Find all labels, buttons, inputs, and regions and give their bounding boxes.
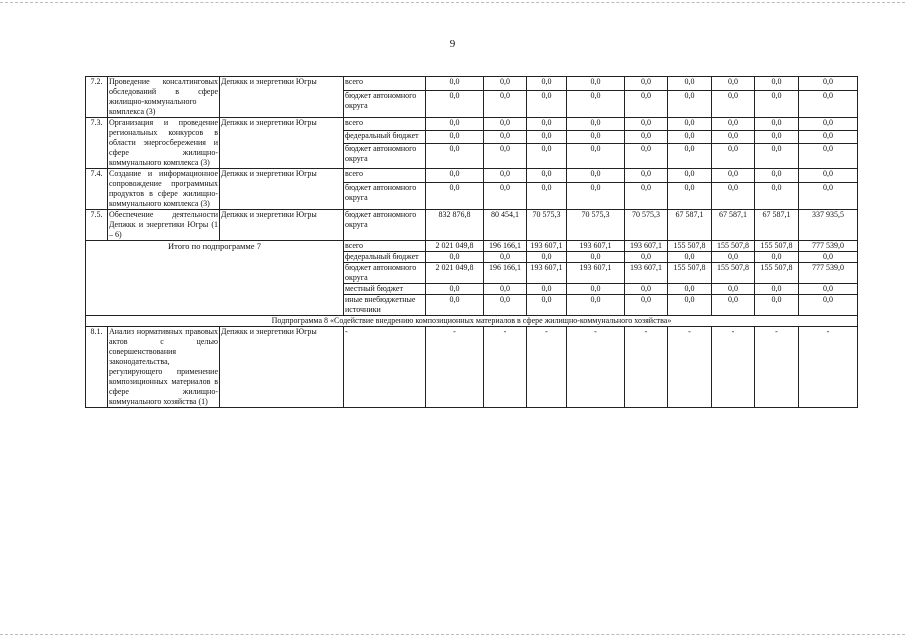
value-cell: 0,0 (567, 169, 625, 183)
value-cell: - (527, 327, 567, 408)
value-cell: 0,0 (567, 295, 625, 316)
value-cell: 0,0 (712, 131, 755, 144)
value-cell: 0,0 (755, 131, 799, 144)
responsible-party: Депжкк и энергетики Югры (220, 327, 344, 408)
value-cell: 0,0 (426, 169, 484, 183)
value-cell: 155 507,8 (755, 241, 799, 252)
value-cell: - (799, 327, 858, 408)
value-cell: 0,0 (755, 169, 799, 183)
value-cell: 155 507,8 (712, 263, 755, 284)
funding-source: всего (344, 169, 426, 183)
value-cell: 70 575,3 (567, 210, 625, 241)
value-cell: 0,0 (625, 183, 668, 210)
funding-source: - (344, 327, 426, 408)
value-cell: 196 166,1 (484, 263, 527, 284)
value-cell: 2 021 049,8 (426, 241, 484, 252)
funding-source: всего (344, 77, 426, 91)
value-cell: 0,0 (668, 252, 712, 263)
value-cell: - (426, 327, 484, 408)
row-number: 7.3. (86, 118, 108, 169)
value-cell: 0,0 (484, 91, 527, 118)
value-cell: 0,0 (625, 118, 668, 131)
value-cell: 0,0 (527, 91, 567, 118)
value-cell: 80 454,1 (484, 210, 527, 241)
total-row (86, 241, 858, 252)
value-cell: 0,0 (755, 252, 799, 263)
subprogram-header-row (86, 316, 858, 327)
value-cell: 193 607,1 (625, 241, 668, 252)
value-cell: 0,0 (426, 183, 484, 210)
value-cell: 0,0 (567, 252, 625, 263)
value-cell: 0,0 (712, 144, 755, 169)
value-cell: 0,0 (426, 284, 484, 295)
value-cell: 155 507,8 (712, 241, 755, 252)
value-cell: 0,0 (527, 77, 567, 91)
funding-source: всего (344, 118, 426, 131)
table-row (86, 210, 858, 241)
value-cell: 0,0 (799, 144, 858, 169)
budget-table (85, 76, 858, 408)
value-cell: 2 021 049,8 (426, 263, 484, 284)
value-cell: 0,0 (484, 252, 527, 263)
value-cell: - (625, 327, 668, 408)
value-cell: 193 607,1 (625, 263, 668, 284)
value-cell: 67 587,1 (712, 210, 755, 241)
funding-source: бюджет автономного округа (344, 183, 426, 210)
value-cell: - (712, 327, 755, 408)
value-cell: 193 607,1 (527, 263, 567, 284)
value-cell: 155 507,8 (668, 241, 712, 252)
value-cell: 67 587,1 (755, 210, 799, 241)
value-cell: 0,0 (426, 252, 484, 263)
row-number: 8.1. (86, 327, 108, 408)
responsible-party: Депжкк и энергетики Югры (220, 77, 344, 118)
value-cell: 0,0 (426, 118, 484, 131)
scan-edge-top (0, 2, 905, 4)
value-cell: 0,0 (668, 169, 712, 183)
value-cell: 193 607,1 (567, 241, 625, 252)
value-cell: 193 607,1 (567, 263, 625, 284)
value-cell: 0,0 (527, 144, 567, 169)
value-cell: 0,0 (527, 252, 567, 263)
table-body (86, 77, 858, 408)
value-cell: 155 507,8 (668, 263, 712, 284)
table-row (86, 118, 858, 131)
value-cell: 0,0 (668, 77, 712, 91)
responsible-party: Депжкк и энергетики Югры (220, 169, 344, 210)
value-cell: 0,0 (527, 295, 567, 316)
value-cell: 0,0 (799, 118, 858, 131)
value-cell: 0,0 (426, 77, 484, 91)
value-cell: 0,0 (484, 144, 527, 169)
value-cell: 0,0 (799, 91, 858, 118)
funding-source: федеральный бюджет (344, 131, 426, 144)
value-cell: 0,0 (625, 284, 668, 295)
funding-source: всего (344, 241, 426, 252)
value-cell: 0,0 (755, 144, 799, 169)
scan-edge-bottom (0, 634, 905, 636)
value-cell: 832 876,8 (426, 210, 484, 241)
value-cell: 0,0 (712, 284, 755, 295)
value-cell: 0,0 (712, 91, 755, 118)
value-cell: 0,0 (755, 284, 799, 295)
value-cell: 0,0 (755, 91, 799, 118)
value-cell: 337 935,5 (799, 210, 858, 241)
funding-source: бюджет автономного округа (344, 144, 426, 169)
subprogram-total-label: Итого по подпрограмме 7 (86, 241, 344, 316)
value-cell: 0,0 (668, 284, 712, 295)
funding-source: федеральный бюджет (344, 252, 426, 263)
value-cell: 0,0 (484, 77, 527, 91)
value-cell: 196 166,1 (484, 241, 527, 252)
table-row (86, 327, 858, 408)
value-cell: 0,0 (799, 131, 858, 144)
value-cell: 0,0 (799, 183, 858, 210)
value-cell: 0,0 (712, 169, 755, 183)
responsible-party: Депжкк и энергетики Югры (220, 210, 344, 241)
measure-name: Создание и информационное сопровождение программных продуктов в сфере жилищно-коммунального комплекса (3) (109, 169, 218, 208)
value-cell: 0,0 (712, 183, 755, 210)
value-cell: 0,0 (484, 183, 527, 210)
value-cell: 0,0 (755, 183, 799, 210)
value-cell: 0,0 (426, 91, 484, 118)
value-cell: 0,0 (527, 131, 567, 144)
value-cell: 0,0 (567, 118, 625, 131)
funding-source: бюджет автономного округа (344, 210, 426, 241)
value-cell: 67 587,1 (668, 210, 712, 241)
value-cell: 70 575,3 (527, 210, 567, 241)
value-cell: 0,0 (755, 295, 799, 316)
value-cell: 0,0 (625, 252, 668, 263)
value-cell: 0,0 (426, 131, 484, 144)
value-cell: 0,0 (668, 118, 712, 131)
row-number: 7.4. (86, 169, 108, 210)
value-cell: 0,0 (712, 118, 755, 131)
value-cell: 0,0 (712, 77, 755, 91)
page-number: 9 (449, 38, 456, 50)
value-cell: 0,0 (527, 183, 567, 210)
value-cell: 0,0 (668, 144, 712, 169)
value-cell: 0,0 (625, 131, 668, 144)
value-cell: 0,0 (799, 77, 858, 91)
value-cell: 0,0 (527, 169, 567, 183)
value-cell: 0,0 (755, 77, 799, 91)
subprogram-8-header: Подпрограмма 8 «Содействие внедрению композиционных материалов в сфере жилищно-коммунального хозяйства» (86, 316, 858, 327)
value-cell: 70 575,3 (625, 210, 668, 241)
value-cell: 0,0 (712, 252, 755, 263)
funding-source: местный бюджет (344, 284, 426, 295)
value-cell: 0,0 (567, 91, 625, 118)
value-cell: 0,0 (668, 131, 712, 144)
value-cell: 0,0 (625, 77, 668, 91)
value-cell: 0,0 (712, 295, 755, 316)
value-cell: 0,0 (668, 295, 712, 316)
value-cell: 0,0 (426, 144, 484, 169)
value-cell: 0,0 (799, 252, 858, 263)
value-cell: 0,0 (567, 131, 625, 144)
value-cell: 777 539,0 (799, 263, 858, 284)
value-cell: 0,0 (567, 284, 625, 295)
measure-name: Проведение консалтинговых обследований в сфере жилищно-коммунального комплекса (3) (109, 77, 218, 116)
value-cell: 0,0 (426, 295, 484, 316)
value-cell: 0,0 (484, 169, 527, 183)
value-cell: - (567, 327, 625, 408)
value-cell: - (755, 327, 799, 408)
value-cell: 0,0 (668, 91, 712, 118)
value-cell: 777 539,0 (799, 241, 858, 252)
value-cell: 0,0 (625, 169, 668, 183)
value-cell: 0,0 (668, 183, 712, 210)
value-cell: 0,0 (567, 77, 625, 91)
value-cell: 0,0 (799, 295, 858, 316)
funding-source: бюджет автономного округа (344, 263, 426, 284)
table-row (86, 77, 858, 91)
value-cell: 0,0 (625, 91, 668, 118)
value-cell: - (668, 327, 712, 408)
value-cell: - (484, 327, 527, 408)
value-cell: 193 607,1 (527, 241, 567, 252)
funding-source: иные внебюджетные источники (344, 295, 426, 316)
value-cell: 0,0 (799, 284, 858, 295)
value-cell: 0,0 (527, 284, 567, 295)
value-cell: 0,0 (484, 131, 527, 144)
funding-source: бюджет автономного округа (344, 91, 426, 118)
value-cell: 0,0 (484, 118, 527, 131)
value-cell: 0,0 (484, 295, 527, 316)
measure-name: Организация и проведение региональных конкурсов в области энергосбережения и сфере жилищно-коммунального комплекса (3) (109, 118, 218, 167)
value-cell: 0,0 (625, 144, 668, 169)
value-cell: 0,0 (527, 118, 567, 131)
value-cell: 155 507,8 (755, 263, 799, 284)
row-number: 7.2. (86, 77, 108, 118)
value-cell: 0,0 (799, 169, 858, 183)
value-cell: 0,0 (567, 144, 625, 169)
value-cell: 0,0 (625, 295, 668, 316)
row-number: 7.5. (86, 210, 108, 241)
value-cell: 0,0 (755, 118, 799, 131)
table-row (86, 169, 858, 183)
value-cell: 0,0 (567, 183, 625, 210)
value-cell: 0,0 (484, 284, 527, 295)
measure-name: Обеспечение деятельности Депжкк и энергетики Югры (1 – 6) (109, 210, 218, 239)
responsible-party: Депжкк и энергетики Югры (220, 118, 344, 169)
measure-name: Анализ нормативных правовых актов с целью совершенствования законодательства, регулирующего применение композиционных материалов в сфере жилищно-коммунального хозяйства (1) (109, 327, 218, 406)
